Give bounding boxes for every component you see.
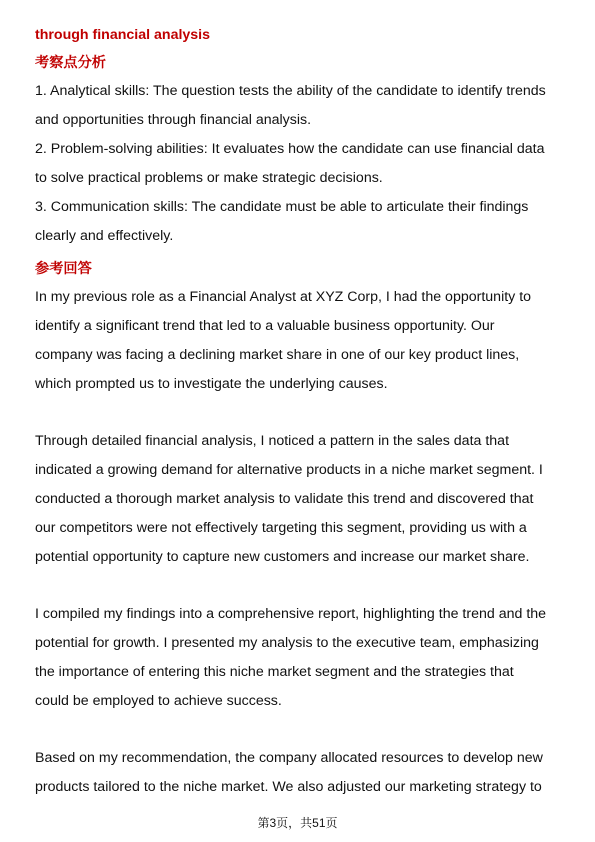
answer-paragraph-2-line: potential opportunity to capture new customers and increase our market share. [35, 549, 530, 565]
analysis-line: 2. Problem-solving abilities: It evaluates how the candidate can use financial data [35, 141, 545, 157]
answer-paragraph-2-line: our competitors were not effectively targeting this segment, providing us with a [35, 520, 527, 536]
answer-section-title: 参考回答 [35, 261, 92, 277]
analysis-line: 1. Analytical skills: The question tests the ability of the candidate to identify trends [35, 83, 546, 99]
answer-paragraph-4-line: Based on my recommendation, the company allocated resources to develop new [35, 750, 543, 766]
answer-paragraph-3-line: potential for growth. I presented my analysis to the executive team, emphasizing [35, 635, 539, 651]
answer-paragraph-3-line: I compiled my findings into a comprehensive report, highlighting the trend and the [35, 606, 547, 622]
analysis-line: clearly and effectively. [35, 228, 174, 244]
answer-paragraph-1-line: company was facing a declining market share in one of our key product lines, [35, 347, 520, 363]
answer-paragraph-3-line: the importance of entering this niche market segment and the strategies that [35, 664, 514, 680]
analysis-line: 3. Communication skills: The candidate must be able to articulate their findings [35, 199, 529, 215]
analysis-section-title: 考察点分析 [35, 55, 106, 71]
answer-paragraph-1-line: which prompted us to investigate the underlying causes. [35, 376, 388, 392]
answer-paragraph-2-line: Through detailed financial analysis, I noticed a pattern in the sales data that [35, 433, 510, 449]
answer-paragraph-1-line: identify a significant trend that led to a valuable business opportunity. Our [35, 318, 495, 334]
analysis-line: and opportunities through financial analysis. [35, 112, 312, 128]
continued-heading: through financial analysis [35, 27, 211, 43]
answer-paragraph-3-line: could be employed to achieve success. [35, 693, 282, 709]
answer-paragraph-2-line: conducted a thorough market analysis to validate this trend and discovered that [35, 491, 534, 507]
page-number: 第3页，共51页 [257, 816, 338, 830]
answer-paragraph-4-line: products tailored to the niche market. We also adjusted our marketing strategy to [35, 779, 542, 795]
answer-paragraph-2-line: indicated a growing demand for alternative products in a niche market segment. I [35, 462, 543, 478]
answer-paragraph-1-line: In my previous role as a Financial Analyst at XYZ Corp, I had the opportunity to [35, 289, 532, 305]
analysis-line: to solve practical problems or make strategic decisions. [35, 170, 383, 186]
